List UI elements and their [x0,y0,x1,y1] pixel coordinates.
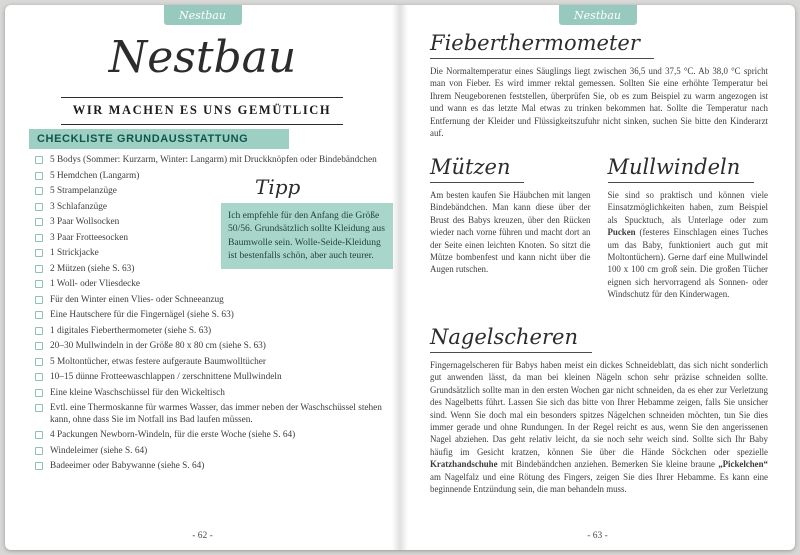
checklist-item [35,326,389,338]
checklist-item [35,403,389,426]
checkbox-icon [35,389,43,397]
section-muetzen [430,155,591,301]
checkbox-icon [35,218,43,226]
checklist-item-label: Evtl. eine Thermoskanne für warmes Wasser, das immer neben der Waschschüssel stehen kann, ohne dass Sie im Notfall ins Bad laufen müssen. [50,403,382,425]
section-heading-muetzen: Mützen [430,155,524,183]
chapter-tab-label: Nestbau [574,8,621,22]
checkbox-icon [35,234,43,242]
checkbox-icon [35,203,43,211]
checkbox-icon [35,373,43,381]
checklist-item-label: 3 Paar Frotteesocken [50,232,128,243]
checklist-item-label: 3 Schlafanzüge [50,201,108,212]
section-columns [430,155,768,301]
checkbox-icon [35,265,43,273]
checklist-item [35,295,389,307]
chapter-tab-label: Nestbau [179,8,226,22]
checklist-item [35,430,389,442]
section-text-nagelscheren: Fingernagelscheren für Babys haben meist ein dickes Schneideblatt, das sich nicht sonderlich gut anwenden lässt, da man bei kleinen Nägeln schon sehr präzise schneiden sollte. Grundsätzlich sollte man in den ersten Wochen gar nicht schneiden, da es eher zur Verletzung des Nagelbetts führt. Lassen Sie sich das bitte von Ihrer Hebamme zeigen, falls Sie unsicher sind. Wenn Sie doch mal ein besonders spitzes Nägelchen schneiden möchten, tun Sie dies immer gerade und ohne Rundungen. In der Regel reicht es aus, wenn Sie den angerissenen Nagel abziehen. Das geht relativ leicht, da sie noch sehr weich sind. Sollte sich Ihr Baby häufig im Gesicht kratzen, können Sie über die Hände Söckchen oder spezielle Kratzhandschuhe mit Bindebändchen anziehen. Bemerken Sie kleine braune „Pickelchen“ am Nagelfalz und eine Rötung des Fingers, zeigen Sie dies Ihrer Hebamme. Es kann eine beginnende Entzündung sein, die man behandeln muss. [430,360,768,495]
checklist-item [35,388,389,400]
checkbox-icon [35,327,43,335]
chapter-tab-left [164,5,242,25]
checklist-item-label: 5 Strampelanzüge [50,186,117,196]
page-right [400,5,795,550]
checklist-item-label: 4 Packungen Newborn-Windeln, für die erste Woche (siehe S. 64) [50,430,296,440]
checklist-item [35,357,389,369]
page-left [5,5,400,550]
checkbox-icon [35,156,43,164]
book-spread [5,5,795,550]
checklist-item [35,279,389,291]
checkbox-icon [35,249,43,257]
checklist-item-label: Für den Winter einen Vlies- oder Schneeanzug [50,294,224,305]
chapter-tab-right [559,5,637,25]
page-number-right: - 63 - [587,531,608,541]
checklist-item-label: 3 Paar Wollsocken [50,217,120,227]
section-text-mullwindeln: Sie sind so praktisch und können viele Einsatzmöglichkeiten haben, zum Beispiel als Spucktuch, als Unterlage oder zum Pucken (festeres Einschlagen eines Tuches um das Baby, funktioniert auch gut mit Moltontüchern). Gerne darf eine Mullwindel 100 x 100 cm groß sein. Die großen Tücher eignen sich hervorragend als Sonnen- oder Windschutz für den Kinderwagen. [607,190,768,300]
checklist-item-label: 1 Woll- oder Vliesdecke [50,279,141,289]
checkbox-icon [35,404,43,412]
section-fieberthermometer [430,31,768,139]
tip-title: Tipp [255,175,301,199]
checklist-item-label: 10–15 dünne Frotteewaschlappen / zerschnittene Mullwindeln [50,372,282,382]
page-number-left: - 62 - [192,531,213,541]
checklist-item-label: 20–30 Mullwindeln in der Größe 80 x 80 cm (siehe S. 63) [50,341,266,351]
checkbox-icon [35,462,43,470]
chapter-subtitle-block [61,97,343,125]
checklist-item [35,372,389,384]
section-heading-nagelscheren: Nagelscheren [430,325,592,353]
checklist-item [35,341,389,353]
checkbox-icon [35,172,43,180]
checklist-item-label: 1 Strickjacke [50,248,99,258]
section-nagelscheren [430,325,768,495]
checkbox-icon [35,342,43,350]
section-text-fieberthermometer: Die Normaltemperatur eines Säuglings liegt zwischen 36,5 und 37,5 °C. Ab 38,0 °C spricht man von Fieber. Es wird immer rektal gemessen. Sollten Sie eine erhöhte Temperatur bei Ihrem Neugeborenen feststellen, überprüfen Sie, ob es zum Beispiel zu warm angezogen ist und wann es das letzte Mal etwas zu trinken bekommen hat. Sollte die Temperatur nach Entfernung der Kleider und Flüssigkeitszufuhr nicht sinken, suchen Sie bitte den Kinderarzt auf. [430,66,768,139]
checklist-item-label: Windeleimer (siehe S. 64) [50,445,148,456]
checklist-item-label: 5 Hemdchen (Langarm) [50,170,140,181]
checklist-item-label: Badeeimer oder Babywanne (siehe S. 64) [50,461,205,471]
checklist-item-label: 5 Bodys (Sommer: Kurzarm, Winter: Langarm) mit Druckknöpfen oder Bindebändchen [50,155,377,165]
tip-text: Ich empfehle für den Anfang die Größe 50/56. Grundsätzlich sollte Kleidung aus Baumwolle sein. Wolle-Seide-Kleidung ist bestenfalls schön, aber auch teurer. [221,203,393,269]
chapter-title: Nestbau [108,32,297,83]
checkbox-icon [35,358,43,366]
checklist-item [35,310,389,322]
section-text-muetzen: Am besten kaufen Sie Häubchen mit langen Bindebändchen. Man kann diese über der Brust des Babys kreuzen, über den Rücken wieder nach vorne führen und macht dort an der Seite einen leichten Knoten. So sitzt die Mütze bombenfest und kann nicht über die Augen rutschen. [430,190,591,275]
checkbox-icon [35,431,43,439]
checklist-item [35,446,389,458]
checklist-item-label: 1 digitales Fieberthermometer (siehe S. 63) [50,325,212,336]
checkbox-icon [35,311,43,319]
checkbox-icon [35,187,43,195]
checklist-item-label: 2 Mützen (siehe S. 63) [50,263,135,274]
checkbox-icon [35,296,43,304]
tip-box [221,175,393,269]
checklist-item-label: Eine Hautschere für die Fingernägel (siehe S. 63) [50,310,234,320]
checklist-item-label: 5 Moltontücher, etwas festere aufgeraute Baumwolltücher [50,356,266,367]
checklist-item-label: Eine kleine Waschschüssel für den Wickeltisch [50,387,225,398]
section-heading-fieberthermometer: Fieberthermometer [430,31,654,59]
section-heading-mullwindeln: Mullwindeln [608,155,755,183]
checklist-item [35,155,389,167]
checklist-item [35,461,389,473]
checkbox-icon [35,280,43,288]
chapter-subtitle: WIR MACHEN ES UNS GEMÜTLICH [72,103,332,117]
section-mullwindeln [608,155,769,301]
checkbox-icon [35,447,43,455]
checklist-header: CHECKLISTE GRUNDAUSSTATTUNG [29,129,289,149]
